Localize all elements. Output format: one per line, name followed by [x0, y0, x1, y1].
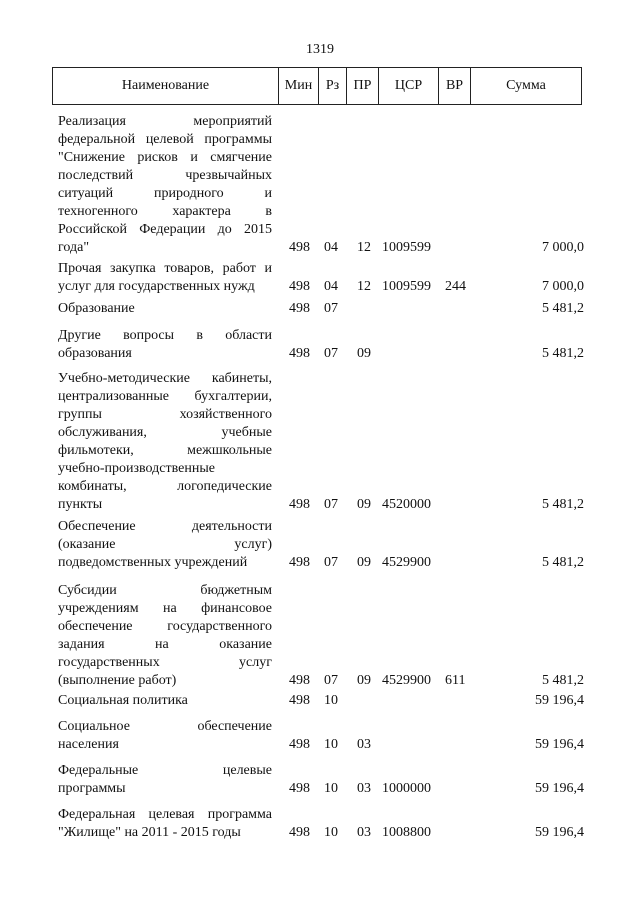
table-row	[0, 718, 640, 754]
row-name-line: (выполнение работ)	[58, 673, 177, 688]
header-min: Мин	[279, 68, 319, 104]
row-name	[58, 370, 272, 514]
row-name-line: ситуаций природного и	[58, 186, 272, 201]
row-name	[58, 718, 272, 754]
row-name-line: государственных услуг	[58, 655, 272, 670]
row-name-line: Прочая закупка товаров, работ и	[58, 261, 272, 276]
row-name	[58, 260, 272, 296]
cell-rz: 10	[324, 825, 338, 840]
cell-min: 498	[289, 781, 310, 796]
cell-rz: 07	[324, 301, 338, 316]
row-name-line: Социальное обеспечение	[58, 719, 272, 734]
cell-rz: 07	[324, 555, 338, 570]
cell-pr: 12	[357, 240, 371, 255]
table-row	[0, 300, 640, 318]
row-name-line: пункты	[58, 497, 103, 512]
cell-rz: 04	[324, 279, 338, 294]
row-name-line: федеральной целевой программы	[58, 132, 272, 147]
row-name-line: обслуживания, учебные	[58, 425, 272, 440]
row-name	[58, 518, 272, 572]
table-row	[0, 370, 640, 514]
cell-pr: 09	[357, 673, 371, 688]
row-name-line: Российской Федерации до 2015	[58, 222, 272, 237]
cell-rz: 07	[324, 673, 338, 688]
row-name-line: Обеспечение деятельности	[58, 519, 272, 534]
cell-rz: 10	[324, 737, 338, 752]
cell-min: 498	[289, 825, 310, 840]
table-row	[0, 582, 640, 690]
header-rz: Рз	[319, 68, 347, 104]
row-name-line: программы	[58, 781, 126, 796]
row-name-line: учебно-производственные	[58, 461, 215, 476]
cell-pr: 09	[357, 346, 371, 361]
cell-rz: 04	[324, 240, 338, 255]
cell-sum: 5 481,2	[542, 301, 584, 316]
cell-min: 498	[289, 555, 310, 570]
cell-sum: 7 000,0	[542, 279, 584, 294]
cell-sum: 5 481,2	[542, 346, 584, 361]
cell-vr: 611	[445, 673, 466, 688]
cell-sum: 59 196,4	[535, 825, 584, 840]
row-name	[58, 692, 272, 710]
row-name	[58, 113, 272, 257]
cell-sum: 5 481,2	[542, 555, 584, 570]
cell-rz: 10	[324, 693, 338, 708]
cell-csr: 4529900	[382, 555, 431, 570]
cell-sum: 59 196,4	[535, 737, 584, 752]
cell-rz: 10	[324, 781, 338, 796]
cell-csr: 4529900	[382, 673, 431, 688]
cell-pr: 03	[357, 781, 371, 796]
table-header	[52, 67, 582, 105]
cell-rz: 07	[324, 497, 338, 512]
cell-csr: 1009599	[382, 240, 431, 255]
row-name-line: Учебно-методические кабинеты,	[58, 371, 272, 386]
row-name	[58, 327, 272, 363]
row-name-line: Другие вопросы в области	[58, 328, 272, 343]
row-name	[58, 582, 272, 690]
row-name-line: задания на оказание	[58, 637, 272, 652]
row-name-line: Реализация мероприятий	[58, 114, 272, 129]
row-name	[58, 762, 272, 798]
row-name-line: услуг для государственных нужд	[58, 279, 255, 294]
row-name-line: учреждениям на финансовое	[58, 601, 272, 616]
table-row	[0, 327, 640, 363]
cell-rz: 07	[324, 346, 338, 361]
cell-csr: 1008800	[382, 825, 431, 840]
cell-csr: 1000000	[382, 781, 431, 796]
cell-vr: 244	[445, 279, 466, 294]
row-name-line: образования	[58, 346, 132, 361]
cell-pr: 12	[357, 279, 371, 294]
cell-min: 498	[289, 737, 310, 752]
table-row	[0, 762, 640, 798]
cell-pr: 09	[357, 555, 371, 570]
row-name-line: комбинаты, логопедические	[58, 479, 272, 494]
cell-min: 498	[289, 240, 310, 255]
row-name-line: Федеральные целевые	[58, 763, 272, 778]
cell-pr: 03	[357, 737, 371, 752]
cell-sum: 5 481,2	[542, 497, 584, 512]
row-name	[58, 300, 272, 318]
row-name-line: централизованные бухгалтерии,	[58, 389, 272, 404]
header-name: Наименование	[53, 68, 279, 104]
row-name-line: Федеральная целевая программа	[58, 807, 272, 822]
row-name-line: "Жилище" на 2011 - 2015 годы	[58, 825, 241, 840]
row-name-line: последствий чрезвычайных	[58, 168, 272, 183]
table-row	[0, 113, 640, 257]
cell-min: 498	[289, 346, 310, 361]
table-row	[0, 692, 640, 710]
cell-sum: 59 196,4	[535, 693, 584, 708]
row-name-line: года"	[58, 240, 90, 255]
cell-min: 498	[289, 279, 310, 294]
cell-min: 498	[289, 301, 310, 316]
row-name-line: Социальная политика	[58, 693, 188, 708]
table-row	[0, 260, 640, 296]
cell-csr: 4520000	[382, 497, 431, 512]
row-name-line: Образование	[58, 301, 135, 316]
row-name-line: обеспечение государственного	[58, 619, 272, 634]
header-pr: ПР	[347, 68, 379, 104]
row-name-line: "Снижение рисков и смягчение	[58, 150, 272, 165]
row-name-line: техногенного характера в	[58, 204, 272, 219]
cell-pr: 03	[357, 825, 371, 840]
row-name-line: Субсидии бюджетным	[58, 583, 272, 598]
cell-min: 498	[289, 497, 310, 512]
cell-sum: 5 481,2	[542, 673, 584, 688]
cell-pr: 09	[357, 497, 371, 512]
row-name-line: группы хозяйственного	[58, 407, 272, 422]
table-row	[0, 518, 640, 572]
row-name-line: подведомственных учреждений	[58, 555, 248, 570]
row-name-line: населения	[58, 737, 119, 752]
header-sum: Сумма	[506, 78, 546, 93]
header-vr: ВР	[439, 68, 471, 104]
cell-sum: 59 196,4	[535, 781, 584, 796]
table-row	[0, 806, 640, 842]
page-number: 1319	[306, 42, 334, 57]
cell-csr: 1009599	[382, 279, 431, 294]
cell-sum: 7 000,0	[542, 240, 584, 255]
header-csr: ЦСР	[379, 68, 439, 104]
row-name-line: (оказание услуг)	[58, 537, 272, 552]
row-name-line: фильмотеки, межшкольные	[58, 443, 272, 458]
cell-min: 498	[289, 673, 310, 688]
row-name	[58, 806, 272, 842]
cell-min: 498	[289, 693, 310, 708]
